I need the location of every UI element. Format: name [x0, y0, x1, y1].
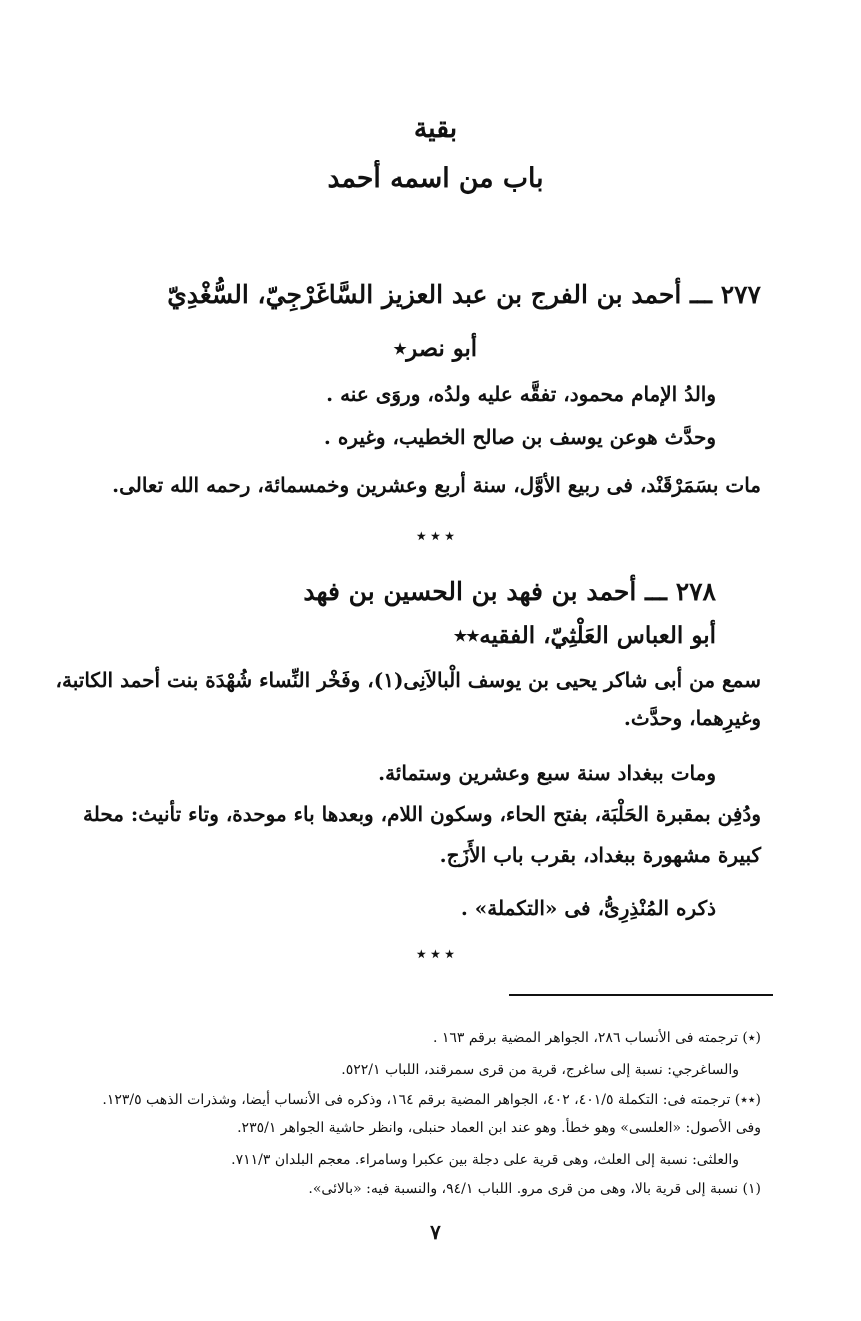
entry-277-paragraph-3: مات بسَمَرْقَنْد، فى ربيع الأوَّل، سنة أربع وعشرين وخمسمائة، رحمه الله تعالى.	[112, 473, 761, 497]
footnote-5: والعلثى: نسبة إلى العلث، وهى قرية على دجلة بين عكبرا وسامراء. معجم البلدان ٧١١/٣.	[231, 1152, 739, 1168]
footnote-4: وفى الأصول: «العلسى» وهو خطأ. وهو عند ابن العماد حنبلى، وانظر حاشية الجواهر ٢٣٥/١.	[237, 1120, 761, 1136]
footnote-6: (١) نسبة إلى قرية بالا، وهى من قرى مرو. اللباب ٩٤/١، والنسبة فيه: «بالائى».	[308, 1181, 761, 1197]
entry-278-paragraph-1-line-2: وغيرِهما، وحدَّث.	[623, 706, 761, 730]
page-number: ٧	[430, 1220, 441, 1244]
footnote-2: والساغرجي: نسبة إلى ساغرج، قرية من قرى سمرقند، اللباب ٥٢٢/١.	[341, 1062, 739, 1078]
footnote-divider	[509, 994, 773, 996]
entry-278-paragraph-3-line-2: كبيرة مشهورة ببغداد، بقرب باب الأَزَج.	[439, 843, 761, 867]
entry-278-heading: ٢٧٨ ـــ أحمد بن فهد بن الحسين بن فهد	[303, 577, 716, 606]
entry-278-paragraph-1-line-1: سمع من أبى شاكر يحيى بن يوسف الْبالاَنِى(١)، وفَخْر النِّساء شُهْدَة بنت أحمد الكاتبة،	[55, 668, 761, 692]
entry-277-heading: ٢٧٧ ـــ أحمد بن الفرج بن عبد العزيز السَّاغَرْجِيّ، السُّغْدِيّ	[167, 280, 761, 309]
entry-277-paragraph-1: والدُ الإمام محمود، تفقَّه عليه ولدُه، وروَى عنه .	[326, 382, 716, 406]
section-separator: ٭ ٭ ٭	[417, 526, 454, 545]
entry-277-kunya: أبو نصر٭	[393, 335, 478, 362]
entry-277-paragraph-2: وحدَّث هوعن يوسف بن صالح الخطيب، وغيره .	[323, 425, 716, 449]
section-separator: ٭ ٭ ٭	[417, 944, 454, 963]
footnote-3: (٭٭) ترجمته فى: التكملة ٤٠١/٥، ٤٠٢، الجواهر المضية برقم ١٦٤، وذكره فى الأنساب أيضا، وشذرات الذهب ١٢٣/٥.	[102, 1092, 761, 1108]
entry-278-paragraph-4: ذكره المُنْذِرِىُّ، فى «التكملة» .	[460, 896, 716, 920]
entry-278-paragraph-2: ومات ببغداد سنة سبع وعشرين وستمائة.	[378, 761, 716, 785]
continuation-heading: بقية	[413, 113, 458, 144]
chapter-title: باب من اسمه أحمد	[327, 163, 544, 194]
entry-278-kunya: أبو العباس العَلْثِيّ، الفقيه٭٭	[454, 622, 716, 649]
footnote-1: (٭) ترجمته فى الأنساب ٢٨٦، الجواهر المضية برقم ١٦٣ .	[432, 1030, 761, 1046]
entry-278-paragraph-3-line-1: ودُفِن بمقبرة الحَلْبَة، بفتح الحاء، وسكون اللام، وبعدها باء موحدة، وتاء تأنيث: محلة	[82, 802, 761, 826]
